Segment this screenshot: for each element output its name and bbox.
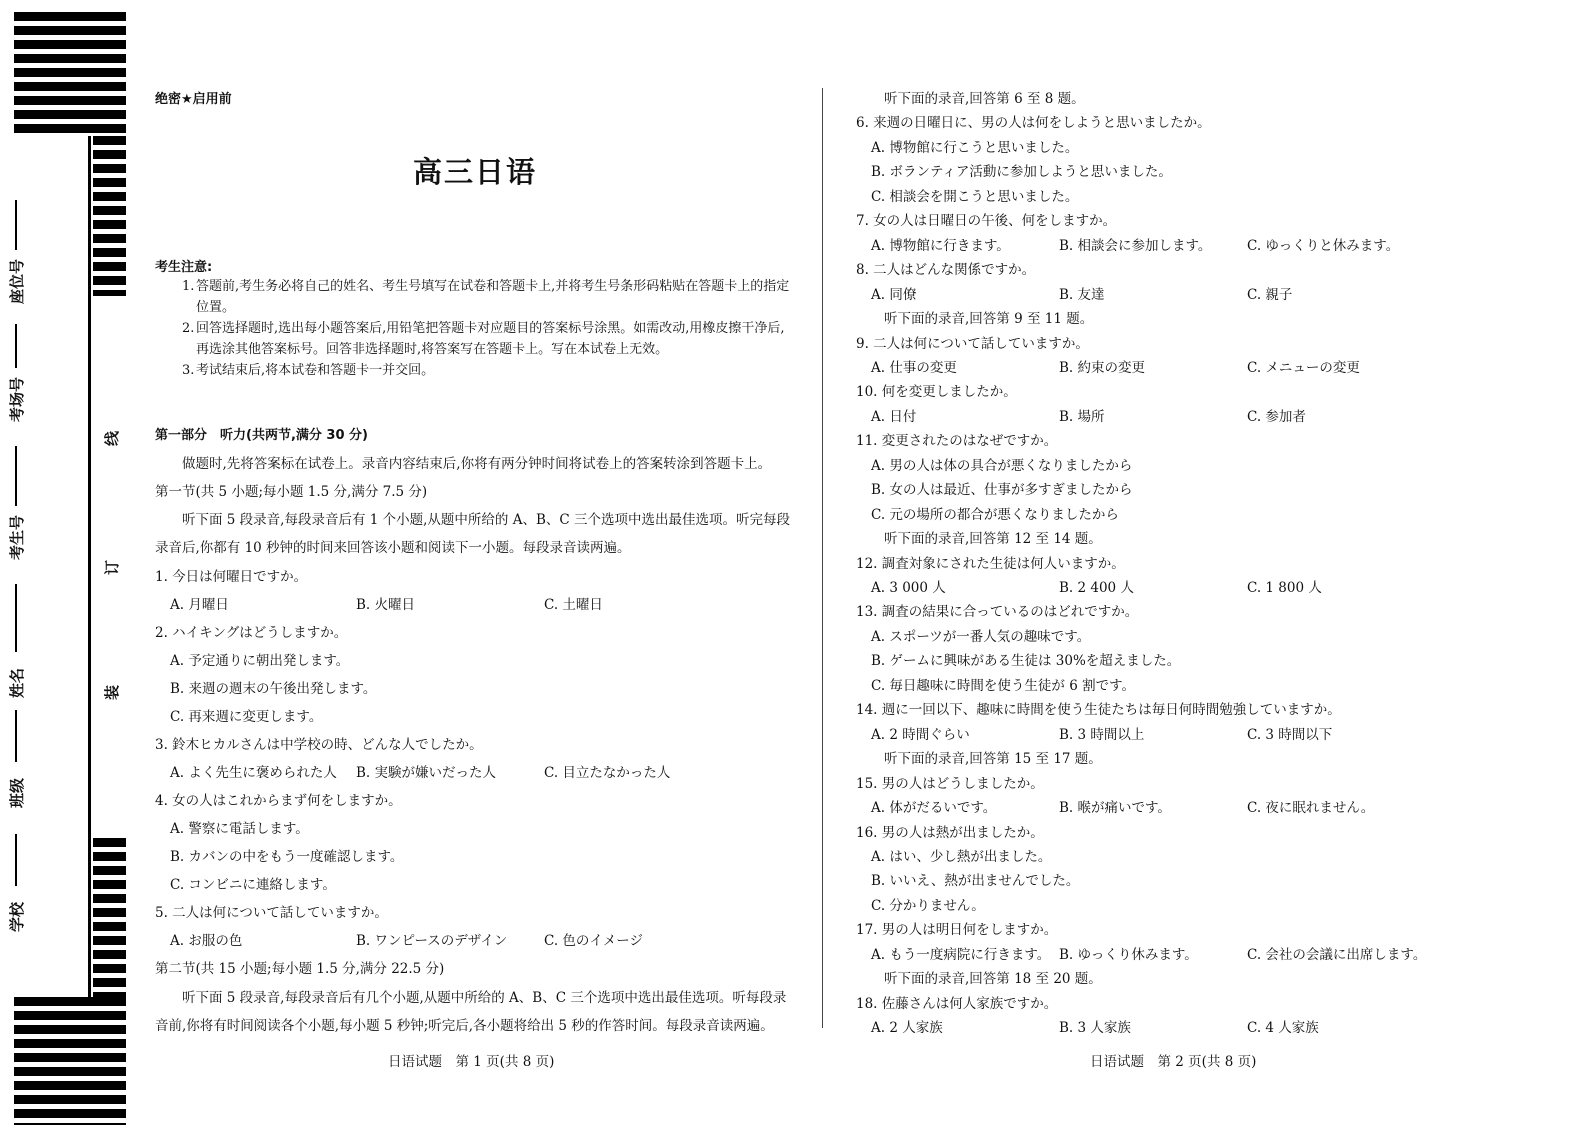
answer-option: C. 毎日趣味に時間を使う生徒が 6 割です。 bbox=[871, 677, 1136, 694]
question: 16. 男の人は熱が出ましたか。 bbox=[856, 824, 1044, 841]
answer-option: B. 3 人家族 bbox=[1059, 1020, 1131, 1037]
answer-option: B. いいえ、熱が出ませんでした。 bbox=[871, 873, 1080, 890]
answer-option: A. もう一度病院に行きます。 bbox=[871, 946, 1051, 963]
binding-margin: 学校 班级 姓名 考生号 考场号 座位号 装 订 线 bbox=[0, 0, 130, 1138]
answer-option: A. 3 000 人 bbox=[871, 580, 946, 596]
answer-option: B. 相談会に参加します。 bbox=[1059, 237, 1212, 254]
section2-instructions: 听下面 5 段录音,每段录音后有几个小题,从题中所给的 A、B、C 三个选项中选出最佳选项。听每段录 bbox=[182, 990, 787, 1006]
question: 18. 佐藤さんは何人家族ですか。 bbox=[856, 995, 1058, 1012]
answer-option: A. 日付 bbox=[871, 408, 917, 425]
answer-option: A. よく先生に褒められた人 bbox=[170, 765, 337, 781]
answer-option: C. 目立たなかった人 bbox=[544, 765, 671, 781]
answer-option: B. 3 時間以上 bbox=[1059, 726, 1145, 743]
answer-option: C. 親子 bbox=[1247, 286, 1293, 303]
question: 7. 女の人は日曜日の午後、何をしますか。 bbox=[856, 213, 1117, 230]
answer-option: B. 約束の変更 bbox=[1059, 359, 1146, 376]
question-3: 3. 鈴木ヒカルさんは中学校の時、どんな人でしたか。 bbox=[155, 737, 483, 753]
answer-option: A. はい、少し熱が出ました。 bbox=[871, 848, 1052, 865]
answer-option: C. メニューの変更 bbox=[1247, 359, 1360, 376]
section1-instructions: 录音后,你都有 10 秒钟的时间来回答该小题和阅读下一小题。每段录音读两遍。 bbox=[155, 540, 631, 556]
answer-option: C. 分かりません。 bbox=[871, 897, 985, 914]
notice-item: 1. 答题前,考生务必将自己的姓名、考生号填写在试卷和答题卡上,并将考生号条形码粘贴在答题卡上的指定位置。 bbox=[182, 279, 790, 315]
answer-option: A. 警察に電話します。 bbox=[170, 821, 309, 837]
question: 17. 男の人は明日何をしますか。 bbox=[856, 922, 1058, 939]
barcode-stripes-bottom bbox=[14, 997, 126, 1125]
answer-option: C. 夜に眠れません。 bbox=[1247, 800, 1375, 817]
answer-option: A. 体がだるいです。 bbox=[871, 800, 997, 817]
cut-mark-xian: 线 bbox=[103, 430, 121, 446]
answer-option: B. 来週の週末の午後出発します。 bbox=[170, 681, 377, 697]
question: 9. 二人は何について話していますか。 bbox=[856, 335, 1089, 352]
answer-option: B. 女の人は最近、仕事が多すぎましたから bbox=[871, 482, 1133, 499]
question: 11. 変更されたのはなぜですか。 bbox=[856, 433, 1058, 450]
part1-heading: 第一部分 听力(共两节,满分 30 分) bbox=[155, 428, 368, 443]
answer-option: B. 場所 bbox=[1059, 408, 1105, 425]
question: 6. 来週の日曜日に、男の人は何をしようと思いましたか。 bbox=[856, 115, 1211, 132]
answer-option: C. 3 時間以下 bbox=[1247, 726, 1333, 743]
question: 8. 二人はどんな関係ですか。 bbox=[856, 262, 1036, 279]
answer-option: B. 2 400 人 bbox=[1059, 580, 1134, 596]
cut-mark-ding: 订 bbox=[103, 559, 121, 575]
notice-item: 2. 回答选择题时,选出每小题答案后,用铅笔把答题卡对应题目的答案标号涂黑。如需改动,用橡皮擦干净后,再选涂其他答案标号。回答非选择题时,将答案写在答题卡上。写在本试卷上无效。 bbox=[182, 321, 785, 357]
answer-option: A. 予定通りに朝出発します。 bbox=[170, 653, 350, 669]
column-divider bbox=[822, 88, 823, 1028]
answer-option: B. ゆっくり休みます。 bbox=[1059, 946, 1198, 963]
answer-option: B. 友達 bbox=[1059, 286, 1105, 303]
question: 14. 週に一回以下、趣味に時間を使う生徒たちは毎日何時間勉強していますか。 bbox=[856, 702, 1341, 719]
answer-option: C. 相談会を開こうと思いました。 bbox=[871, 188, 1079, 205]
listening-instruction: 听下面的录音,回答第 9 至 11 题。 bbox=[884, 311, 1094, 328]
answer-option: C. 元の場所の都合が悪くなりましたから bbox=[871, 506, 1119, 523]
answer-option: B. 火曜日 bbox=[356, 597, 416, 613]
answer-option: C. ゆっくりと休みます。 bbox=[1247, 237, 1400, 254]
notice-heading: 考生注意: bbox=[155, 260, 213, 275]
answer-option: A. 2 時間ぐらい bbox=[871, 726, 970, 743]
cut-mark-zhuang: 装 bbox=[103, 684, 121, 700]
section2-instructions: 音前,你将有时间阅读各个小题,每小题 5 秒钟;听完后,各小题将给出 5 秒的作答时间。每段录音读两遍。 bbox=[155, 1018, 774, 1034]
answer-option: A. 同僚 bbox=[871, 286, 917, 303]
answer-option: C. 再来週に変更します。 bbox=[170, 709, 323, 725]
question-5: 5. 二人は何について話していますか。 bbox=[155, 905, 388, 921]
section1-instructions: 听下面 5 段录音,每段录音后有 1 个小题,从题中所给的 A、B、C 三个选项中选出最佳选项。听完每段 bbox=[182, 512, 791, 528]
answer-option: A. 博物館に行こうと思いました。 bbox=[871, 139, 1079, 156]
question-2: 2. ハイキングはどうしますか。 bbox=[155, 625, 348, 641]
answer-option: B. 実験が嫌いだった人 bbox=[356, 765, 497, 781]
answer-option: A. スポーツが一番人気の趣味です。 bbox=[871, 628, 1091, 645]
footer-page-1: 日语试题 第 1 页(共 8 页) bbox=[388, 1054, 555, 1070]
answer-option: C. 会社の会議に出席します。 bbox=[1247, 946, 1427, 963]
question-1: 1. 今日は何曜日ですか。 bbox=[155, 569, 308, 585]
answer-option: A. 男の人は体の具合が悪くなりましたから bbox=[871, 457, 1133, 474]
answer-option: C. コンビニに連絡します。 bbox=[170, 877, 336, 893]
answer-option: B. ゲームに興味がある生徒は 30%を超えました。 bbox=[871, 653, 1181, 670]
answer-option: B. ボランティア活動に参加しようと思いました。 bbox=[871, 164, 1172, 181]
binding-line bbox=[88, 136, 91, 997]
page-title: 高三日语 bbox=[412, 155, 537, 189]
answer-option: C. 1 800 人 bbox=[1247, 580, 1322, 596]
binding-stripes-upper bbox=[93, 136, 126, 296]
answer-option: A. 2 人家族 bbox=[871, 1020, 943, 1037]
answer-option: C. 土曜日 bbox=[544, 597, 603, 613]
listening-instruction: 听下面的录音,回答第 12 至 14 题。 bbox=[884, 531, 1102, 548]
answer-option: A. 月曜日 bbox=[170, 597, 229, 613]
footer-page-2: 日语试题 第 2 页(共 8 页) bbox=[1090, 1054, 1257, 1070]
notice-item: 3. 考试结束后,将本试卷和答题卡一并交回。 bbox=[182, 363, 435, 378]
binding-stripes-lower bbox=[93, 838, 126, 997]
answer-option: A. お服の色 bbox=[170, 933, 243, 949]
question: 13. 調査の結果に合っているのはどれですか。 bbox=[856, 604, 1139, 621]
answer-option: C. 4 人家族 bbox=[1247, 1020, 1319, 1037]
answer-option: B. カバンの中をもう一度確認します。 bbox=[170, 849, 404, 865]
section2-heading: 第二节(共 15 小题;每小题 1.5 分,满分 22.5 分) bbox=[155, 961, 445, 977]
listening-instruction: 听下面的录音,回答第 6 至 8 题。 bbox=[884, 91, 1085, 107]
listening-instruction: 听下面的录音,回答第 18 至 20 题。 bbox=[884, 971, 1102, 988]
answer-option: C. 参加者 bbox=[1247, 408, 1306, 425]
question-4: 4. 女の人はこれからまず何をしますか。 bbox=[155, 793, 402, 809]
part1-intro: 做题时,先将答案标在试卷上。录音内容结束后,你将有两分钟时间将试卷上的答案转涂到答题卡上。 bbox=[182, 456, 772, 472]
answer-option: B. 喉が痛いです。 bbox=[1059, 800, 1171, 817]
section1-heading: 第一节(共 5 小题;每小题 1.5 分,满分 7.5 分) bbox=[155, 484, 428, 500]
barcode-stripes-top bbox=[14, 12, 126, 136]
answer-option: C. 色のイメージ bbox=[544, 933, 644, 949]
secret-label: 绝密★启用前 bbox=[155, 92, 232, 107]
question: 15. 男の人はどうしましたか。 bbox=[856, 775, 1044, 792]
listening-instruction: 听下面的录音,回答第 15 至 17 题。 bbox=[884, 751, 1102, 768]
answer-option: B. ワンピースのデザイン bbox=[356, 933, 508, 949]
question: 12. 調査対象にされた生徒は何人いますか。 bbox=[856, 555, 1125, 572]
answer-option: A. 博物館に行きます。 bbox=[871, 237, 1010, 254]
answer-option: A. 仕事の変更 bbox=[871, 359, 957, 376]
question: 10. 何を変更しましたか。 bbox=[856, 384, 1017, 401]
